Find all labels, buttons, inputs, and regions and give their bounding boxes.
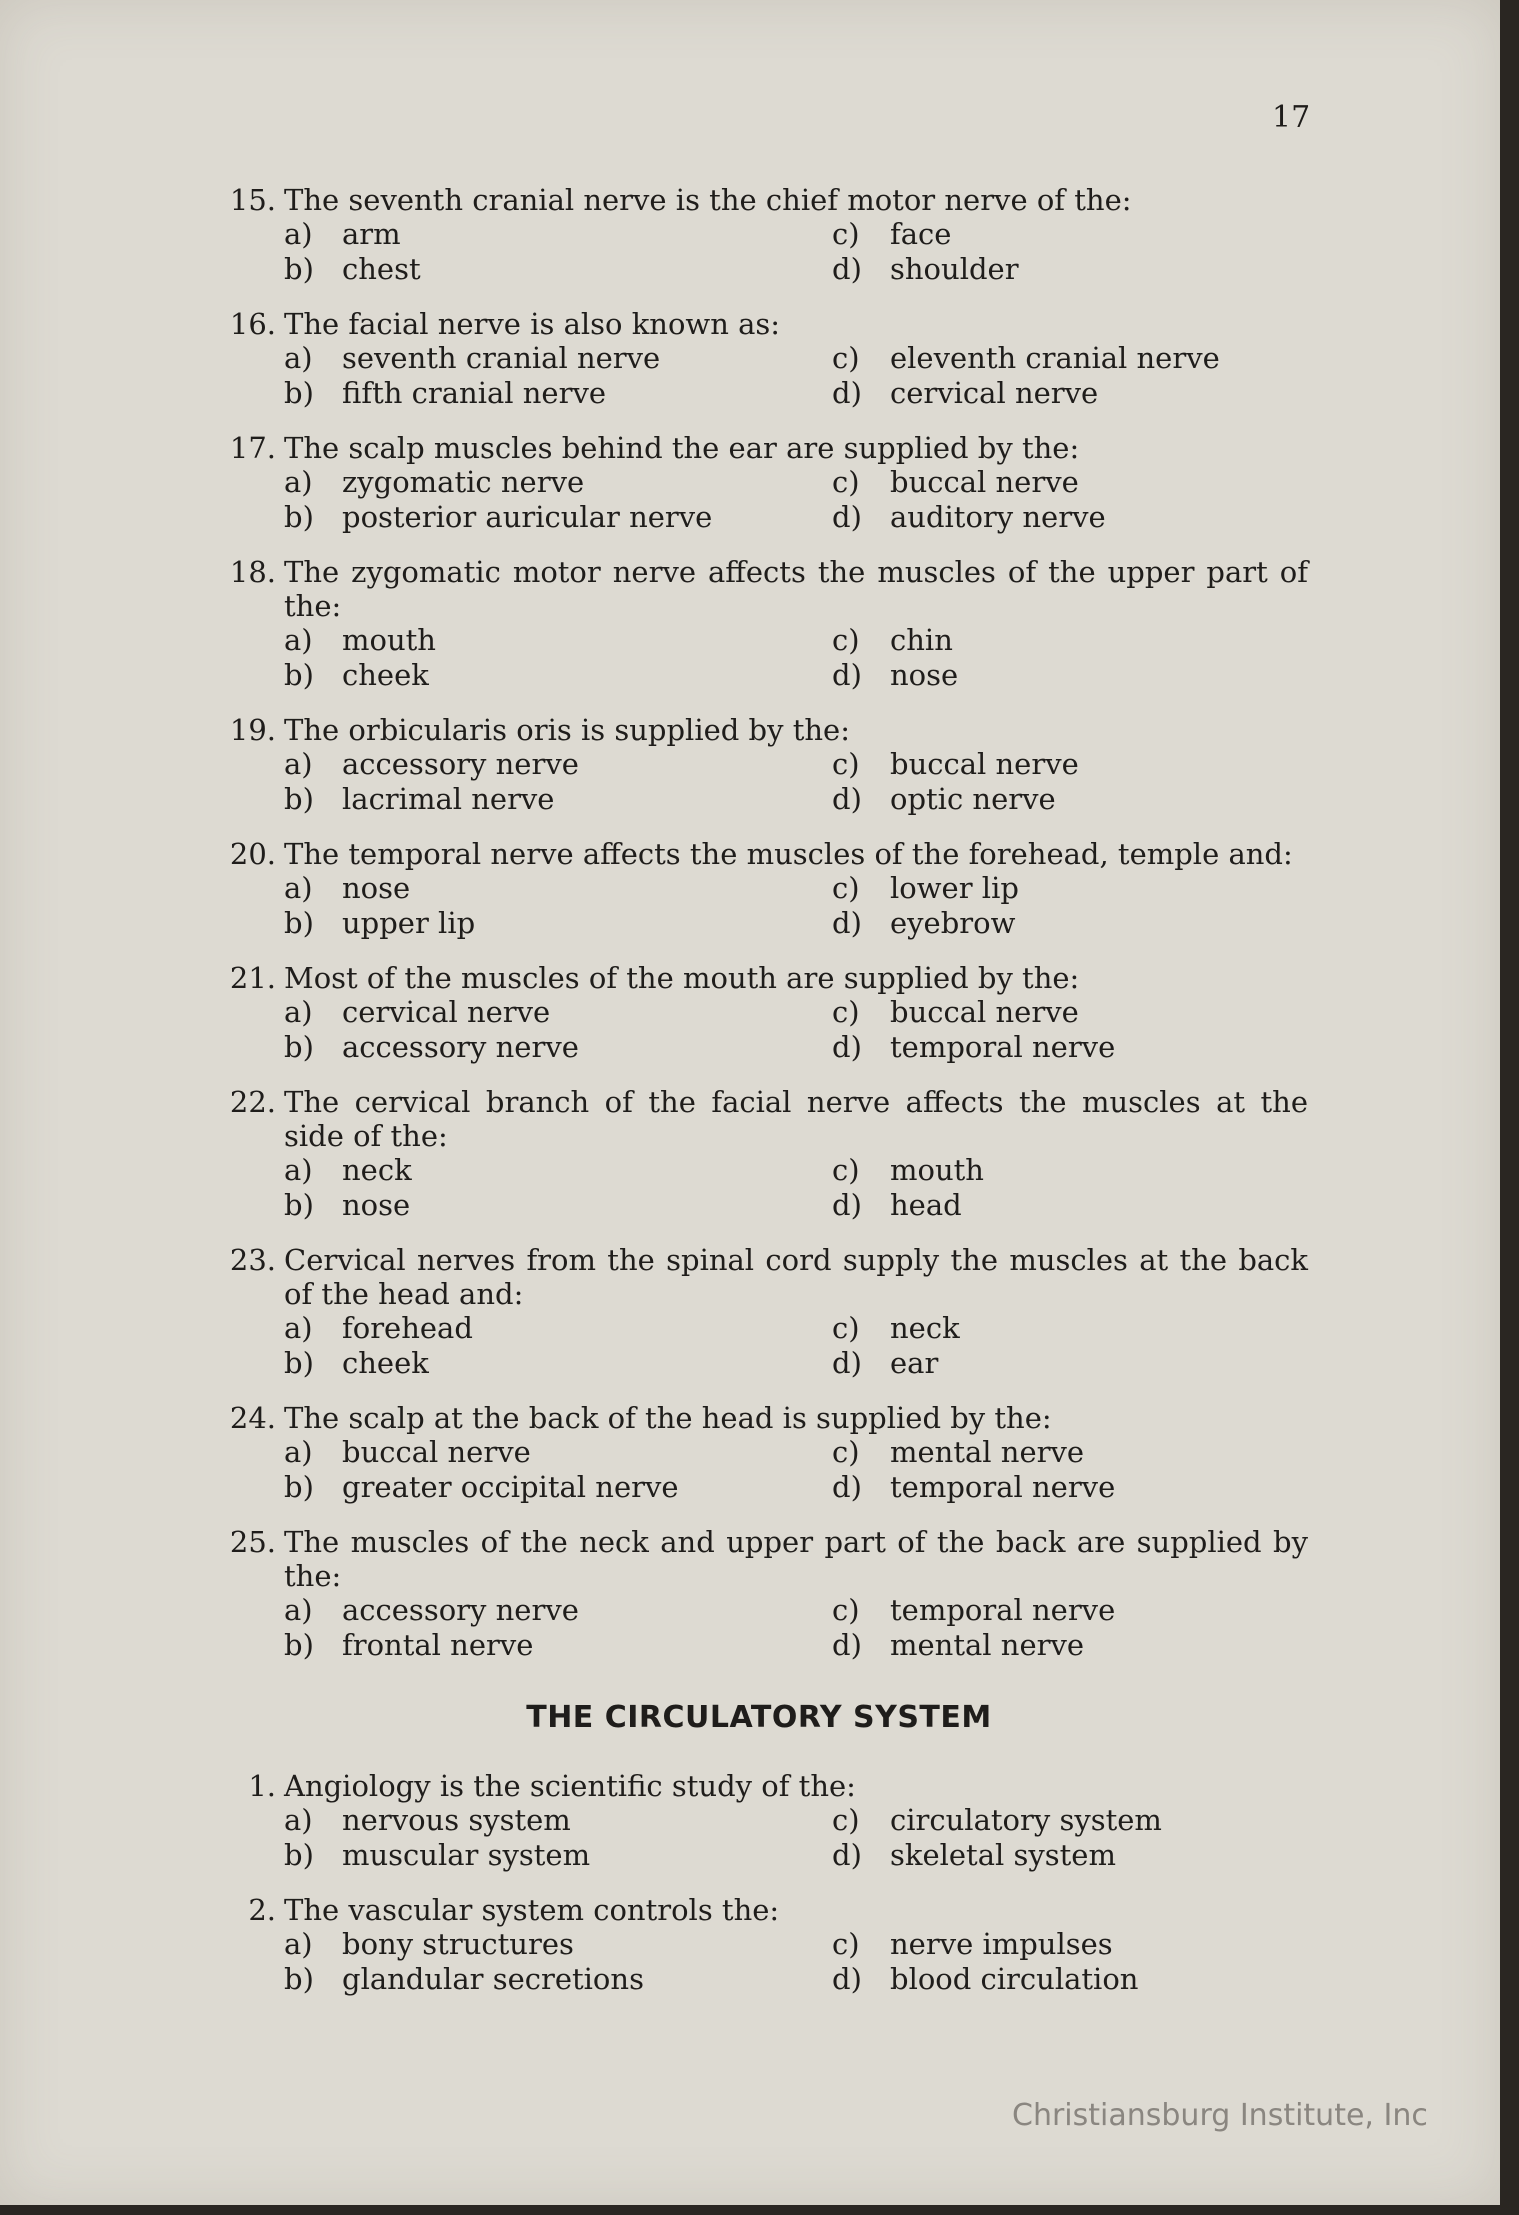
answer-option	[284, 1435, 832, 1470]
answer-option	[832, 376, 1308, 411]
option-letter: c)	[832, 623, 860, 657]
option-letter: d)	[832, 782, 862, 816]
answer-option	[832, 341, 1308, 376]
option-letter: d)	[832, 1628, 862, 1662]
option-text: optic nerve	[890, 782, 1056, 816]
option-text: temporal nerve	[890, 1470, 1116, 1504]
option-letter: b)	[284, 376, 314, 410]
answer-option	[284, 906, 832, 941]
answer-option	[284, 782, 832, 817]
question-number: 19.	[229, 713, 276, 747]
question-number: 25.	[229, 1525, 276, 1559]
question-item	[210, 1893, 1308, 1997]
option-letter: b)	[284, 1962, 314, 1996]
answer-option	[284, 747, 832, 782]
option-letter: d)	[832, 1838, 862, 1872]
option-letter: a)	[284, 1153, 313, 1187]
question-item	[210, 307, 1308, 411]
answer-option	[832, 906, 1308, 941]
answer-options	[284, 1435, 1308, 1505]
question-item	[210, 961, 1308, 1065]
option-letter: a)	[284, 1927, 313, 1961]
option-letter: c)	[832, 1311, 860, 1345]
answer-option	[832, 1962, 1308, 1997]
answer-option	[284, 995, 832, 1030]
option-text: buccal nerve	[890, 747, 1079, 781]
option-text: shoulder	[890, 252, 1019, 286]
question-text: The orbicularis oris is supplied by the:	[284, 713, 850, 747]
question-text: The scalp muscles behind the ear are supplied by the:	[284, 431, 1080, 465]
question-text: The muscles of the neck and upper part of the back are supplied by the:	[284, 1525, 1308, 1593]
option-text: chest	[342, 252, 421, 286]
option-text: upper lip	[342, 906, 476, 940]
question-text: The seventh cranial nerve is the chief motor nerve of the:	[284, 183, 1132, 217]
answer-option	[284, 500, 832, 535]
answer-options	[284, 217, 1308, 287]
option-letter: b)	[284, 1838, 314, 1872]
option-text: forehead	[342, 1311, 473, 1345]
answer-option	[284, 217, 832, 252]
answer-option	[284, 1628, 832, 1663]
option-text: nerve impulses	[890, 1927, 1113, 1961]
question-line	[210, 961, 1308, 995]
option-text: buccal nerve	[342, 1435, 531, 1469]
question-item	[210, 837, 1308, 941]
option-letter: b)	[284, 1346, 314, 1380]
option-letter: b)	[284, 1628, 314, 1662]
question-text: Angiology is the scientific study of the:	[284, 1769, 856, 1803]
option-letter: b)	[284, 1470, 314, 1504]
option-text: cheek	[342, 658, 429, 692]
question-line	[210, 837, 1308, 871]
answer-option	[832, 747, 1308, 782]
answer-option	[832, 1470, 1308, 1505]
question-item	[210, 1525, 1308, 1663]
option-letter: d)	[832, 1470, 862, 1504]
answer-options	[284, 1927, 1308, 1997]
option-letter: c)	[832, 1803, 860, 1837]
option-text: greater occipital nerve	[342, 1470, 679, 1504]
question-line	[210, 1243, 1308, 1311]
option-letter: b)	[284, 782, 314, 816]
question-number: 2.	[248, 1893, 276, 1927]
option-letter: d)	[832, 500, 862, 534]
question-item	[210, 1769, 1308, 1873]
option-text: mental nerve	[890, 1628, 1085, 1662]
option-letter: b)	[284, 500, 314, 534]
question-number: 1.	[248, 1769, 276, 1803]
option-text: glandular secretions	[342, 1962, 644, 1996]
option-letter: d)	[832, 1962, 862, 1996]
answer-options	[284, 1803, 1308, 1873]
option-text: nervous system	[342, 1803, 571, 1837]
answer-option	[284, 1927, 832, 1962]
option-text: muscular system	[342, 1838, 591, 1872]
answer-options	[284, 341, 1308, 411]
option-text: head	[890, 1188, 962, 1222]
answer-options	[284, 623, 1308, 693]
answer-option	[284, 341, 832, 376]
answer-option	[832, 1311, 1308, 1346]
option-text: skeletal system	[890, 1838, 1116, 1872]
option-text: posterior auricular nerve	[342, 500, 713, 534]
option-letter: c)	[832, 341, 860, 375]
answer-options	[284, 465, 1308, 535]
question-number: 22.	[229, 1085, 276, 1119]
answer-option	[832, 1593, 1308, 1628]
option-text: cheek	[342, 1346, 429, 1380]
option-text: nose	[342, 871, 411, 905]
question-number: 17.	[229, 431, 276, 465]
answer-option	[832, 1188, 1308, 1223]
question-item	[210, 713, 1308, 817]
option-letter: d)	[832, 658, 862, 692]
option-letter: b)	[284, 252, 314, 286]
option-text: mouth	[342, 623, 436, 657]
answer-option	[284, 1153, 832, 1188]
option-letter: c)	[832, 217, 860, 251]
answer-option	[284, 658, 832, 693]
option-text: arm	[342, 217, 401, 251]
option-text: bony structures	[342, 1927, 574, 1961]
answer-option	[832, 1346, 1308, 1381]
option-text: fifth cranial nerve	[342, 376, 607, 410]
option-text: neck	[342, 1153, 412, 1187]
option-letter: c)	[832, 465, 860, 499]
answer-option	[832, 1030, 1308, 1065]
circulatory-system-questions	[210, 1769, 1308, 1997]
answer-option	[284, 1470, 832, 1505]
option-letter: c)	[832, 871, 860, 905]
question-number: 15.	[229, 183, 276, 217]
option-text: zygomatic nerve	[342, 465, 585, 499]
option-letter: a)	[284, 623, 313, 657]
answer-option	[284, 1803, 832, 1838]
option-text: temporal nerve	[890, 1030, 1116, 1064]
option-letter: a)	[284, 217, 313, 251]
option-text: frontal nerve	[342, 1628, 534, 1662]
answer-option	[284, 1030, 832, 1065]
question-number: 20.	[229, 837, 276, 871]
option-letter: c)	[832, 1153, 860, 1187]
option-text: mental nerve	[890, 1435, 1085, 1469]
option-text: buccal nerve	[890, 995, 1079, 1029]
option-text: buccal nerve	[890, 465, 1079, 499]
option-letter: d)	[832, 376, 862, 410]
option-letter: a)	[284, 1803, 313, 1837]
option-text: blood circulation	[890, 1962, 1139, 1996]
question-number: 21.	[229, 961, 276, 995]
option-letter: a)	[284, 871, 313, 905]
option-letter: d)	[832, 906, 862, 940]
answer-option	[284, 1593, 832, 1628]
answer-option	[832, 1838, 1308, 1873]
answer-option	[832, 465, 1308, 500]
option-text: mouth	[890, 1153, 984, 1187]
option-text: eyebrow	[890, 906, 1016, 940]
question-text: The vascular system controls the:	[284, 1893, 780, 1927]
question-number: 18.	[229, 555, 276, 589]
option-text: cervical nerve	[342, 995, 551, 1029]
question-line	[210, 1769, 1308, 1803]
option-letter: c)	[832, 995, 860, 1029]
question-line	[210, 555, 1308, 623]
answer-option	[832, 1927, 1308, 1962]
option-letter: b)	[284, 658, 314, 692]
option-letter: d)	[832, 1188, 862, 1222]
answer-option	[284, 1962, 832, 1997]
answer-option	[832, 1435, 1308, 1470]
question-line	[210, 1893, 1308, 1927]
answer-option	[832, 658, 1308, 693]
answer-option	[832, 1153, 1308, 1188]
question-item	[210, 1085, 1308, 1223]
answer-option	[284, 252, 832, 287]
question-text: Cervical nerves from the spinal cord supply the muscles at the back of the head and:	[284, 1243, 1308, 1311]
option-text: circulatory system	[890, 1803, 1162, 1837]
question-number: 24.	[229, 1401, 276, 1435]
section-title: THE CIRCULATORY SYSTEM	[526, 1700, 992, 1735]
answer-option	[832, 500, 1308, 535]
option-letter: c)	[832, 1435, 860, 1469]
answer-option	[284, 1838, 832, 1873]
option-letter: c)	[832, 1927, 860, 1961]
answer-option	[832, 623, 1308, 658]
option-letter: d)	[832, 1030, 862, 1064]
option-text: accessory nerve	[342, 747, 579, 781]
option-text: lower lip	[890, 871, 1019, 905]
question-line	[210, 713, 1308, 747]
question-line	[210, 1085, 1308, 1153]
question-text: The facial nerve is also known as:	[284, 307, 781, 341]
option-letter: b)	[284, 1030, 314, 1064]
option-text: accessory nerve	[342, 1593, 579, 1627]
answer-option	[284, 465, 832, 500]
option-letter: d)	[832, 252, 862, 286]
option-letter: a)	[284, 465, 313, 499]
nervous-system-questions	[210, 183, 1308, 1663]
answer-option	[832, 871, 1308, 906]
option-letter: a)	[284, 1593, 313, 1627]
option-text: cervical nerve	[890, 376, 1099, 410]
answer-options	[284, 995, 1308, 1065]
answer-option	[832, 782, 1308, 817]
option-text: face	[890, 217, 952, 251]
answer-option	[284, 1346, 832, 1381]
option-letter: a)	[284, 341, 313, 375]
option-text: eleventh cranial nerve	[890, 341, 1220, 375]
option-text: accessory nerve	[342, 1030, 579, 1064]
option-letter: b)	[284, 906, 314, 940]
question-text: The zygomatic motor nerve affects the muscles of the upper part of the:	[284, 555, 1308, 623]
answer-option	[284, 1188, 832, 1223]
answer-option	[832, 1628, 1308, 1663]
question-text: The temporal nerve affects the muscles of the forehead, temple and:	[284, 837, 1293, 871]
watermark: Christiansburg Institute, Inc	[1012, 2098, 1428, 2133]
question-item	[210, 183, 1308, 287]
question-number: 16.	[229, 307, 276, 341]
answer-options	[284, 1593, 1308, 1663]
question-item	[210, 431, 1308, 535]
option-letter: a)	[284, 1435, 313, 1469]
option-text: seventh cranial nerve	[342, 341, 661, 375]
option-letter: a)	[284, 1311, 313, 1345]
question-text: The cervical branch of the facial nerve affects the muscles at the side of the:	[284, 1085, 1308, 1153]
option-text: nose	[342, 1188, 411, 1222]
question-line	[210, 183, 1308, 217]
option-text: temporal nerve	[890, 1593, 1116, 1627]
option-letter: c)	[832, 1593, 860, 1627]
option-text: ear	[890, 1346, 939, 1380]
answer-option	[284, 623, 832, 658]
question-item	[210, 1401, 1308, 1505]
question-line	[210, 1401, 1308, 1435]
option-text: nose	[890, 658, 959, 692]
answer-options	[284, 1153, 1308, 1223]
question-item	[210, 555, 1308, 693]
answer-options	[284, 1311, 1308, 1381]
option-letter: a)	[284, 747, 313, 781]
option-letter: c)	[832, 747, 860, 781]
question-line	[210, 307, 1308, 341]
option-text: neck	[890, 1311, 960, 1345]
question-line	[210, 1525, 1308, 1593]
question-text: The scalp at the back of the head is supplied by the:	[284, 1401, 1052, 1435]
page-number: 17	[1272, 100, 1311, 135]
question-text: Most of the muscles of the mouth are supplied by the:	[284, 961, 1080, 995]
answer-option	[284, 1311, 832, 1346]
option-letter: d)	[832, 1346, 862, 1380]
option-letter: a)	[284, 995, 313, 1029]
option-text: lacrimal nerve	[342, 782, 555, 816]
answer-option	[832, 1803, 1308, 1838]
question-number: 23.	[229, 1243, 276, 1277]
answer-options	[284, 871, 1308, 941]
option-text: auditory nerve	[890, 500, 1106, 534]
option-letter: b)	[284, 1188, 314, 1222]
answer-option	[284, 871, 832, 906]
option-text: chin	[890, 623, 953, 657]
question-item	[210, 1243, 1308, 1381]
answer-option	[832, 995, 1308, 1030]
answer-option	[832, 252, 1308, 287]
question-content	[210, 183, 1308, 2017]
answer-option	[832, 217, 1308, 252]
question-line	[210, 431, 1308, 465]
answer-options	[284, 747, 1308, 817]
answer-option	[284, 376, 832, 411]
